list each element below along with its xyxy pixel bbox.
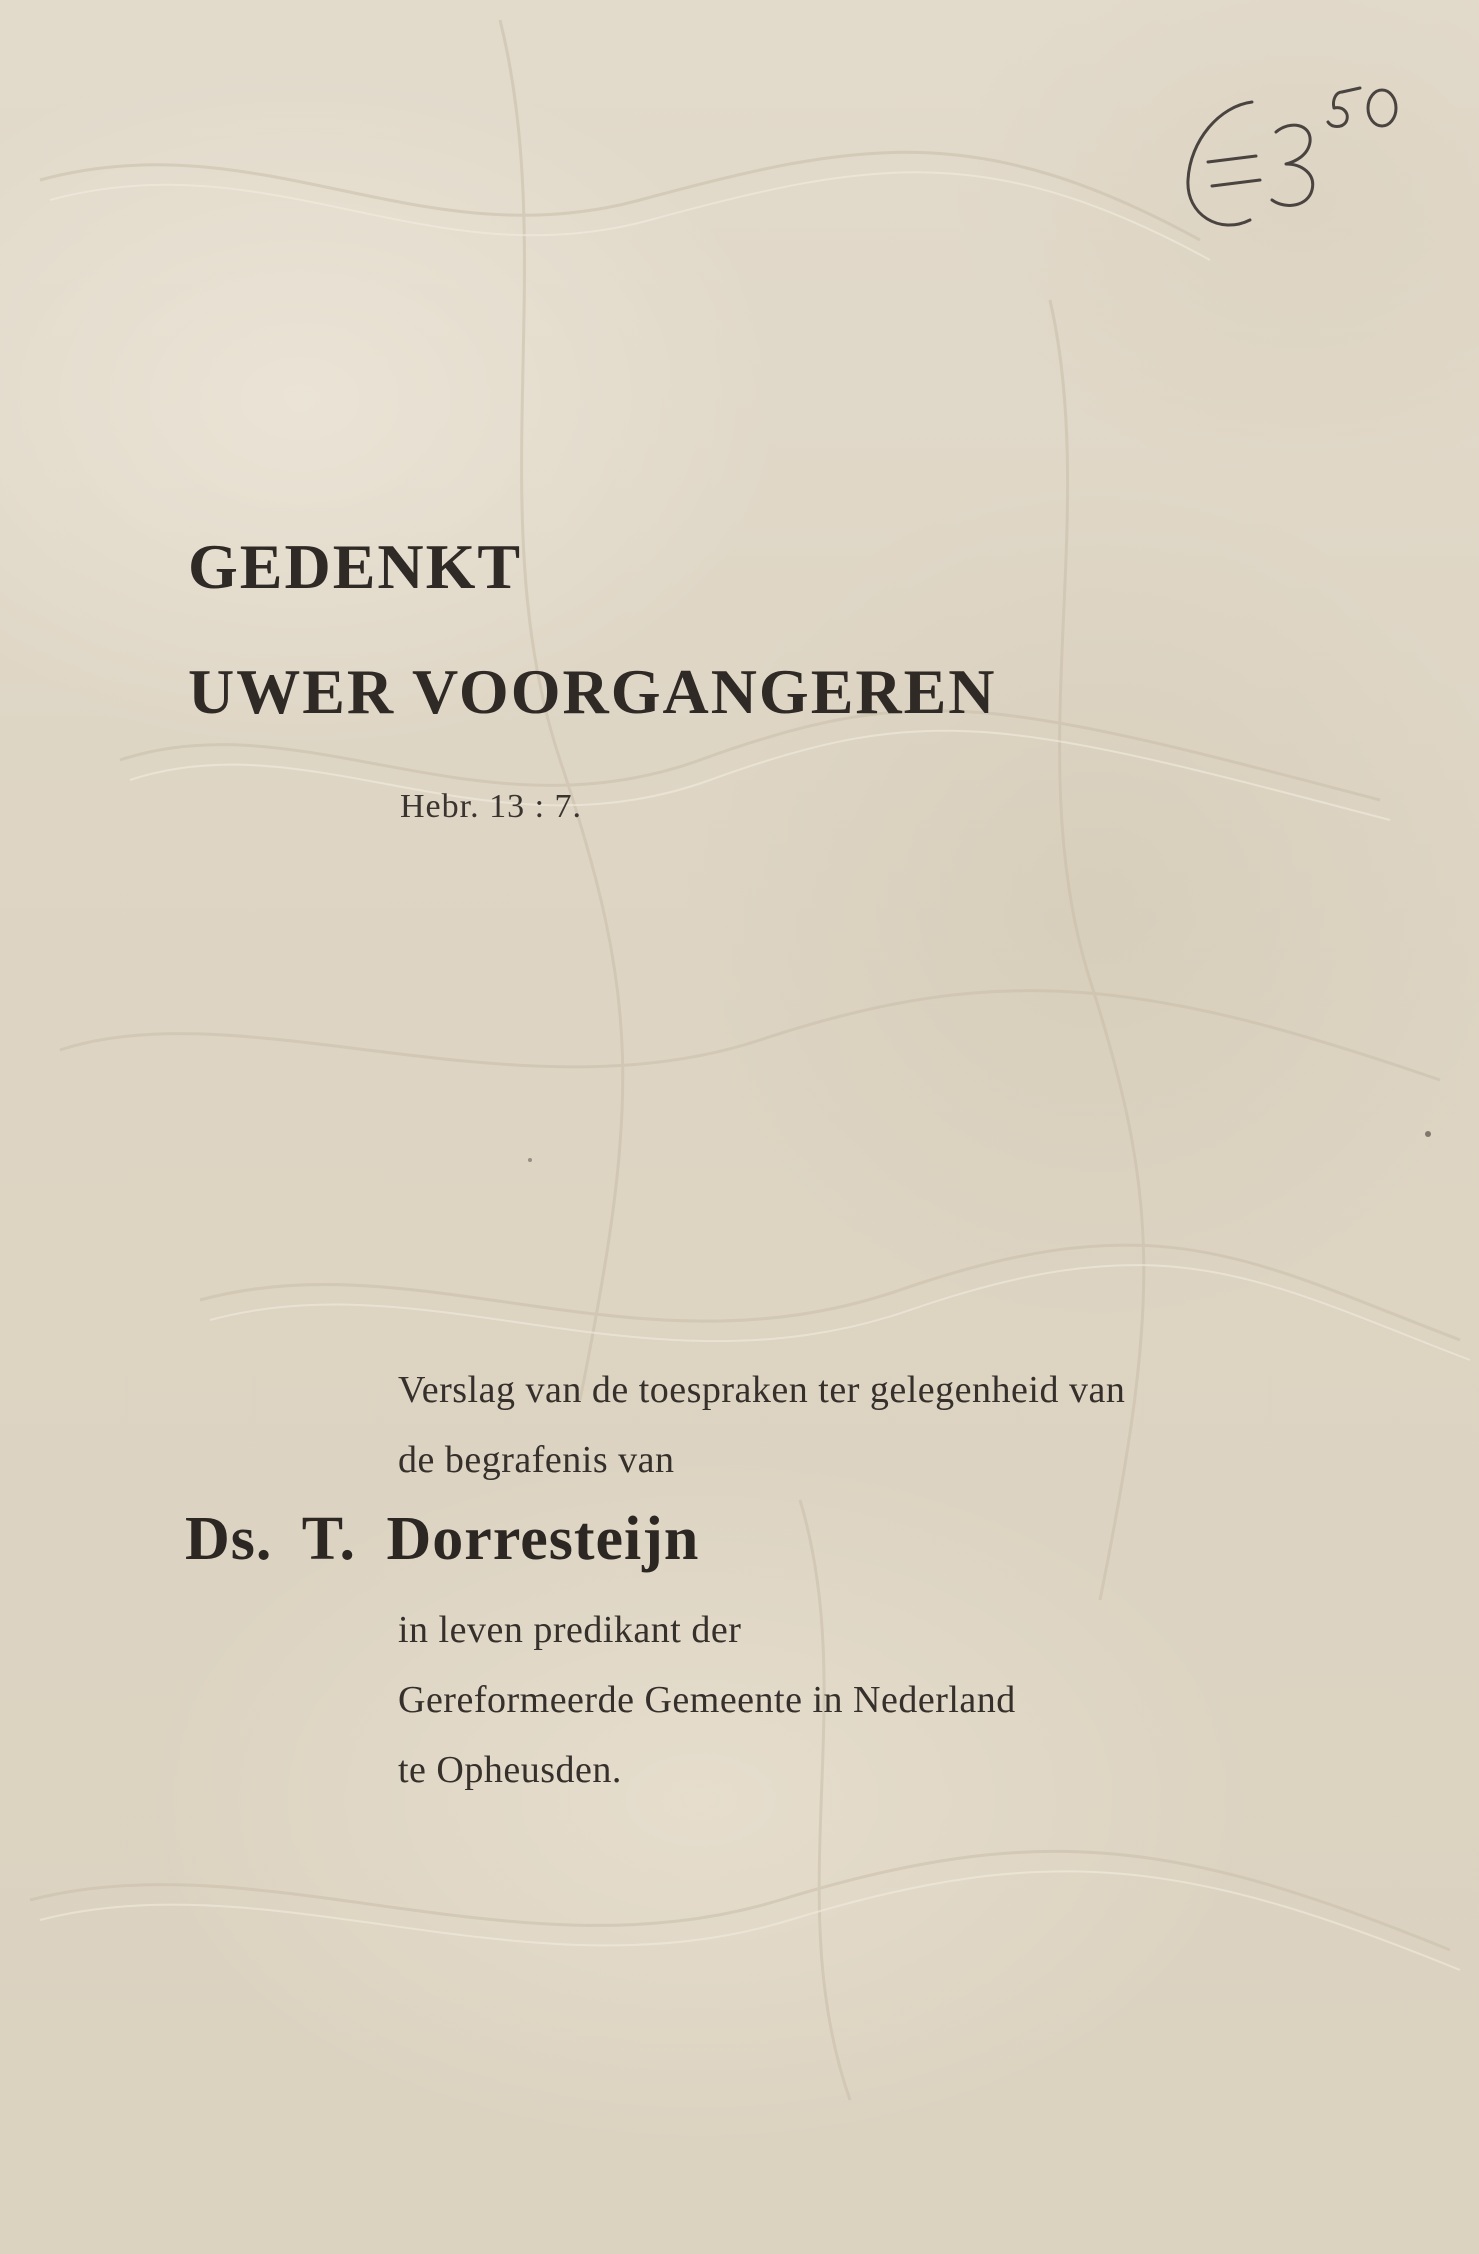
handwritten-price-mark <box>1160 70 1420 250</box>
minister-name: Ds. T. Dorresteijn <box>185 1505 700 1573</box>
description-line-1: in leven predikant der <box>398 1609 742 1651</box>
title-line-2: UWER VOORGANGEREN <box>188 656 997 727</box>
title-line-1: GEDENKT <box>188 531 523 602</box>
intro-line-2: de begrafenis van <box>398 1439 675 1481</box>
description-line-2: Gereformeerde Gemeente in Nederland <box>398 1679 1016 1721</box>
intro-line-1: Verslag van de toespraken ter gelegenheid van <box>398 1369 1126 1411</box>
scripture-reference: Hebr. 13 : 7. <box>400 788 583 825</box>
description-line-3: te Opheusden. <box>398 1749 622 1791</box>
